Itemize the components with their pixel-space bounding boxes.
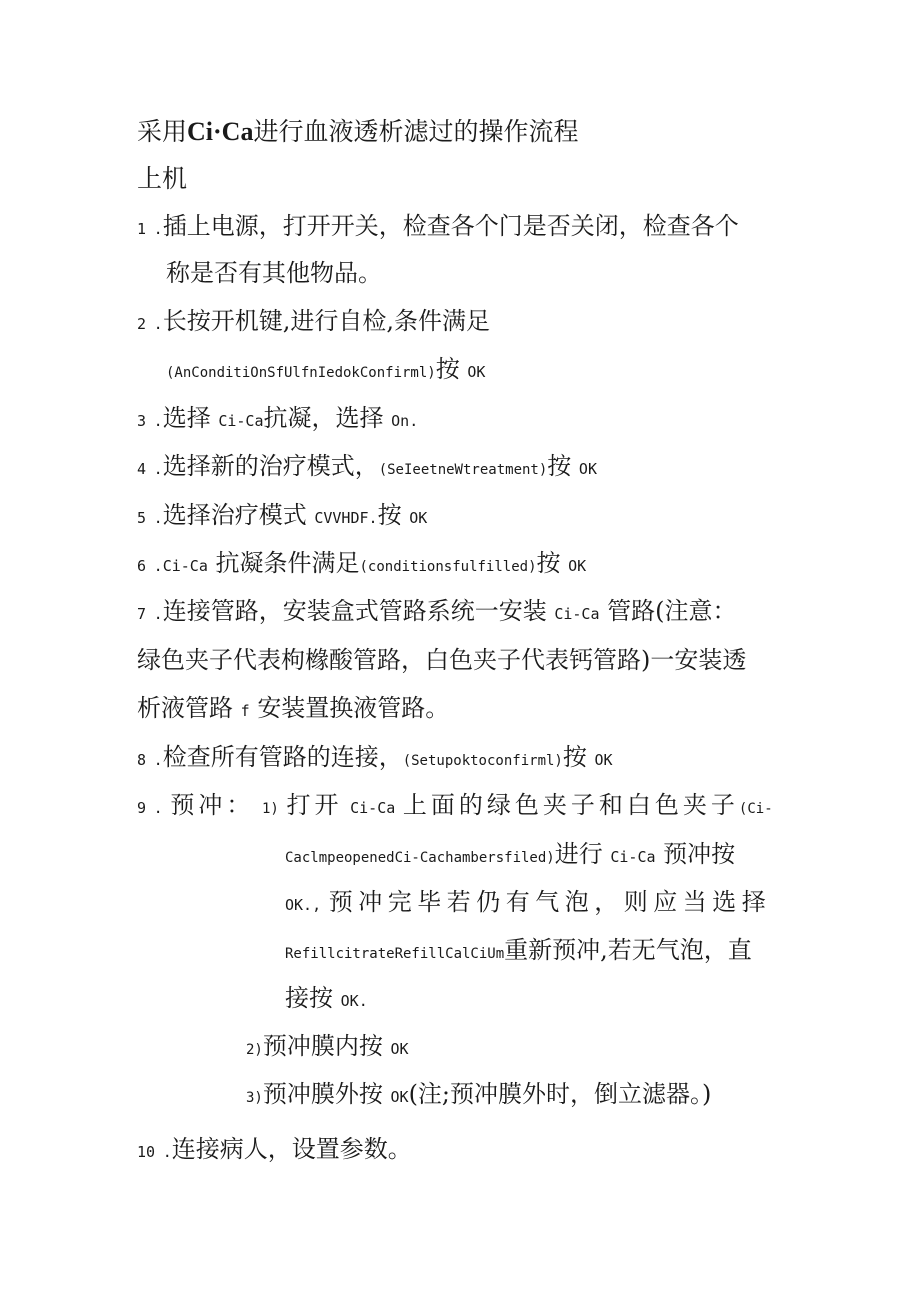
ok-code: OK	[409, 509, 428, 527]
step-7-line-2: 绿色夹子代表枸橼酸管路，白色夹子代表钙管路)一安装透	[137, 646, 747, 674]
step-7	[137, 596, 737, 629]
step-text: 预冲按	[663, 840, 736, 868]
step-text: 长按开机键,进行自检,条件满足	[162, 307, 490, 335]
step-code: (SeIeetneWtreatment)	[378, 462, 548, 478]
step-7-line-3	[137, 693, 449, 726]
ok-code: OK	[568, 557, 587, 575]
step-2-continued	[166, 354, 485, 388]
step-dot: .	[153, 460, 163, 478]
section-heading: 上机	[137, 164, 188, 193]
step-code: OK.,	[285, 896, 322, 914]
step-code: OK.	[340, 992, 368, 1010]
step-6	[137, 548, 586, 582]
step-text: 预冲完毕若仍有气泡，则应当选择	[328, 888, 772, 916]
ok-code: OK	[594, 751, 613, 769]
step-dot: .	[153, 220, 163, 238]
step-dot: .	[153, 557, 163, 575]
ok-code: OK	[390, 1040, 409, 1058]
step-9-line-2	[285, 839, 735, 873]
step-code: Ci-Ca	[162, 557, 208, 575]
step-number: 9	[137, 799, 147, 817]
step-number: 2	[137, 315, 147, 333]
step-code: Ci-Ca	[554, 605, 600, 623]
step-number: 5	[137, 509, 147, 527]
step-code: Ci-Ca	[610, 848, 656, 866]
sub-step-number: 2)	[246, 1042, 263, 1058]
step-code: On.	[391, 412, 419, 430]
step-1-continued: 称是否有其他物品。	[166, 259, 382, 287]
step-text: 抗凝条件满足	[215, 549, 360, 577]
step-dot: .	[162, 1143, 172, 1161]
step-text: 预冲膜外按	[262, 1080, 383, 1108]
step-9-line-5	[285, 983, 368, 1016]
step-text: 选择治疗模式	[162, 501, 307, 529]
step-code: (Setupoktoconfirml)	[402, 753, 563, 769]
step-9-sub-3	[246, 1079, 711, 1113]
step-text: 按	[435, 355, 460, 383]
step-10	[137, 1134, 412, 1167]
step-text: 接按	[285, 984, 333, 1012]
step-text: 管路(注意：	[607, 597, 737, 625]
step-code: (conditionsfulfilled)	[359, 559, 537, 575]
step-code: Ci-Ca	[218, 412, 264, 430]
step-5	[137, 500, 427, 533]
step-number: 10	[137, 1143, 156, 1161]
title-suffix: 进行血液透析滤过的操作流程	[253, 117, 579, 146]
step-text: 检查所有管路的连接，	[162, 743, 403, 771]
step-text: 选择	[162, 404, 211, 432]
step-dot: .	[153, 412, 163, 430]
step-dot: .	[153, 509, 163, 527]
step-code: f	[240, 702, 250, 720]
title-bold: Ci·Ca	[187, 117, 254, 146]
step-9-line-3	[285, 887, 771, 920]
document-title	[137, 117, 578, 147]
step-3	[137, 403, 418, 436]
step-text: 抗凝，选择	[263, 404, 384, 432]
step-text: 析液管路	[137, 694, 233, 722]
step-code: RefillcitrateRefillCalCiUm	[285, 946, 505, 962]
step-number: 6	[137, 557, 147, 575]
sub-step-number: 1)	[261, 801, 279, 817]
step-text: 重新预冲,若无气泡，直	[504, 936, 752, 964]
step-dot: .	[153, 799, 163, 817]
sub-step-number: 3)	[246, 1090, 263, 1106]
step-label: 预冲：	[170, 791, 255, 819]
step-9	[137, 790, 773, 824]
step-text: 进行	[554, 840, 603, 868]
step-code: (Ci-	[738, 801, 773, 817]
step-text: 打开	[286, 791, 343, 819]
step-text: 插上电源，打开开关，检查各个门是否关闭，检查各个	[162, 212, 739, 240]
step-text: (注;预冲膜外时，倒立滤器。)	[408, 1080, 712, 1108]
step-9-line-4	[285, 935, 752, 969]
step-text: 预冲膜内按	[262, 1032, 383, 1060]
step-number: 1	[137, 220, 147, 238]
step-text: 按	[377, 501, 402, 529]
step-text: 安装置换液管路。	[257, 694, 450, 722]
step-code: CaclmpeopenedCi-Cachambersfiled)	[285, 850, 555, 866]
step-number: 8	[137, 751, 147, 769]
step-number: 7	[137, 605, 147, 623]
step-dot: .	[153, 315, 163, 333]
step-text: 连接管路，安装盒式管路系统一安装	[162, 597, 547, 625]
step-number: 4	[137, 460, 147, 478]
ok-code: OK	[390, 1088, 409, 1106]
step-code: (AnConditiOnSfUlfnIedokConfirml)	[166, 365, 436, 381]
step-text: 按	[562, 743, 587, 771]
step-code: CVVHDF.	[314, 509, 378, 527]
step-dot: .	[153, 751, 163, 769]
step-9-sub-2	[246, 1031, 409, 1065]
title-prefix: 采用	[137, 117, 188, 146]
step-text: 按	[547, 452, 572, 480]
step-number: 3	[137, 412, 147, 430]
step-text: 按	[536, 549, 561, 577]
step-text: 连接病人，设置参数。	[171, 1135, 412, 1163]
step-2	[137, 306, 490, 339]
step-8	[137, 742, 613, 776]
step-code: Ci-Ca	[350, 799, 396, 817]
ok-code: OK	[467, 363, 486, 381]
step-dot: .	[153, 605, 163, 623]
step-text: 选择新的治疗模式，	[162, 452, 379, 480]
step-1	[137, 211, 739, 244]
ok-code: OK	[578, 460, 597, 478]
step-text: 上面的绿色夹子和白色夹子	[402, 791, 739, 819]
step-4	[137, 451, 597, 485]
